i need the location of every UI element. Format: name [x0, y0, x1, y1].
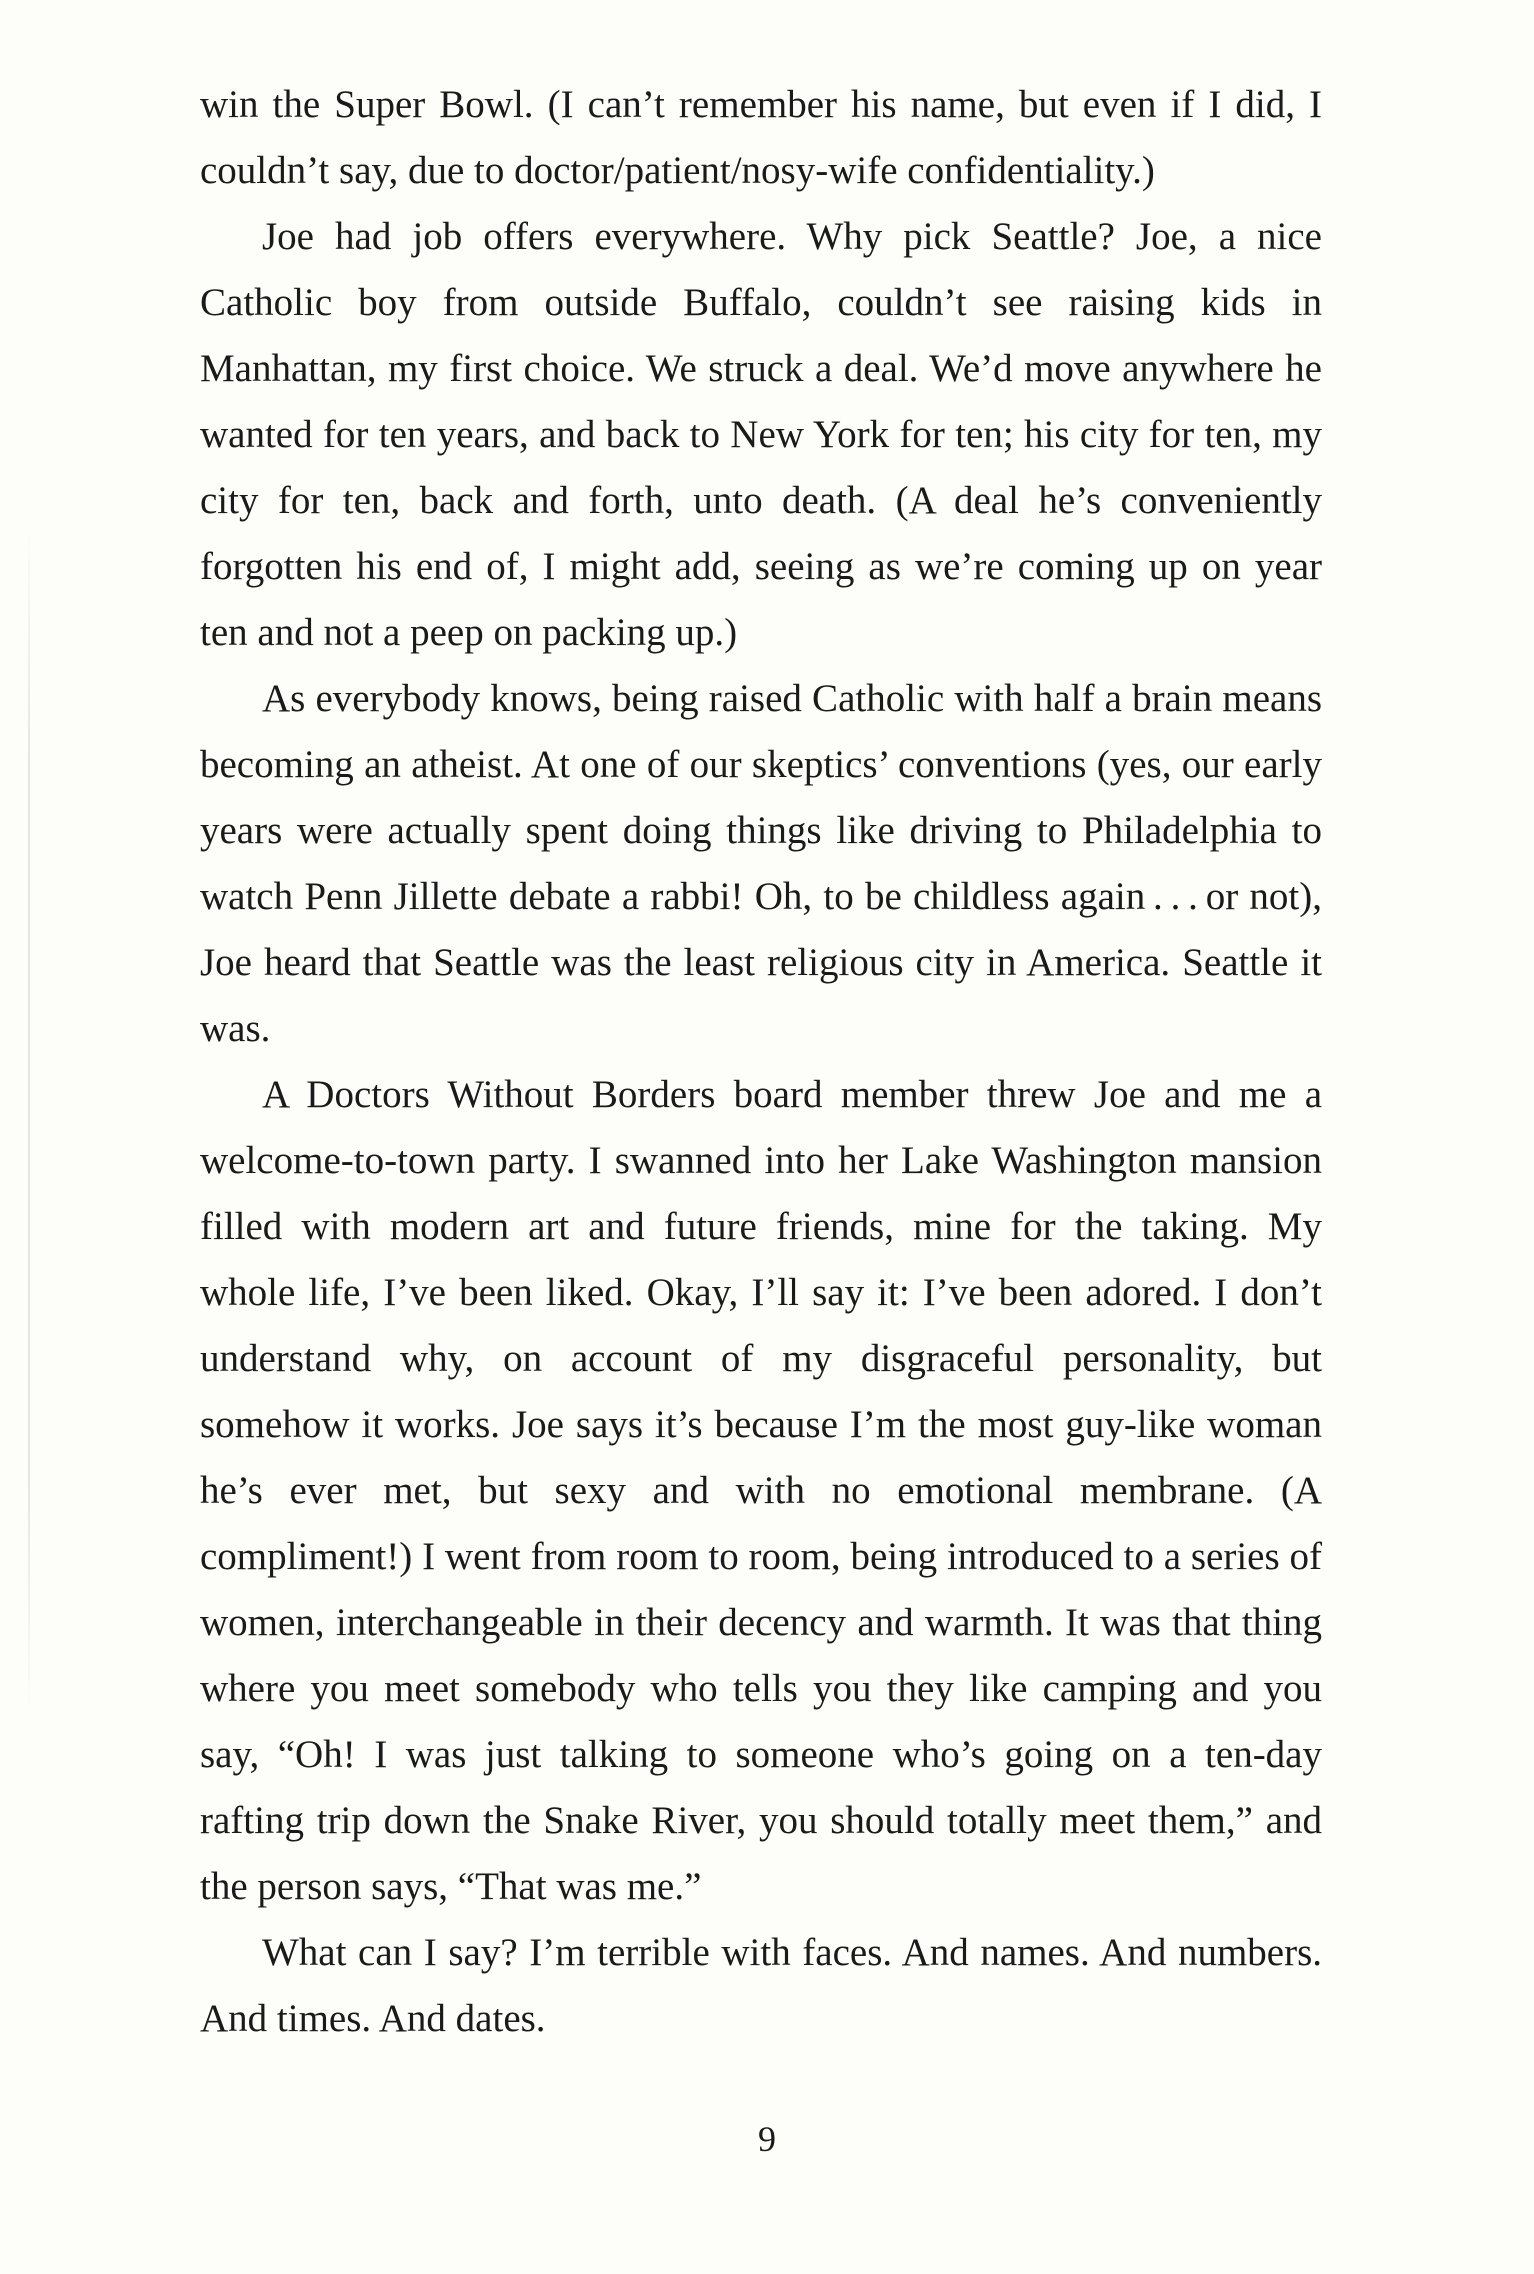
page-number: 9: [758, 2119, 776, 2159]
paragraph-5: What can I say? I’m terrible with faces. And names. And numbers. And times. And dates.: [200, 1931, 1322, 2040]
paragraph-2: Joe had job offers everywhere. Why pick Seattle? Joe, a nice Catholic boy from outside Buffalo, couldn’t see raising kids in Manhattan, my first choice. We struck a deal. We’d move anywhere he wanted for ten years, and back to New York for ten; his city for ten, my city for ten, back and forth, unto death. (A deal he’s conveniently forgotten his end of, I might add, seeing as we’re coming up on year ten and not a peep on packing up.): [200, 215, 1322, 654]
paragraph-4: A Doctors Without Borders board member threw Joe and me a welcome-to-town party. I swanned into her Lake Washington mansion filled with modern art and future friends, mine for the taking. My whole life, I’ve been liked. Okay, I’ll say it: I’ve been adored. I don’t understand why, on account of my disgraceful personality, but somehow it works. Joe says it’s because I’m the most guy-like woman he’s ever met, but sexy and with no emotional membrane. (A compliment!) I went from room to room, being introduced to a series of women, interchangeable in their decency and warmth. It was that thing where you meet somebody who tells you they like camping and you say, “Oh! I was just talking to someone who’s going on a ten-day rafting trip down the Snake River, you should totally meet them,” and the person says, “That was me.”: [200, 1073, 1322, 1908]
body-text: [200, 72, 1322, 2052]
paragraph-3: As everybody knows, being raised Catholic with half a brain means becoming an atheist. At one of our skeptics’ conventions (yes, our early years were actually spent doing things like driving to Philadelphia to watch Penn Jillette debate a rabbi! Oh, to be childless again . . . or not), Joe heard that Seattle was the least religious city in America. Seattle it was.: [200, 677, 1322, 1050]
paragraph-1: win the Super Bowl. (I can’t remember his name, but even if I did, I couldn’t say, due to doctor/patient/nosy-wife confidentiality.): [200, 83, 1322, 192]
scan-edge-shadow: [28, 520, 30, 1720]
